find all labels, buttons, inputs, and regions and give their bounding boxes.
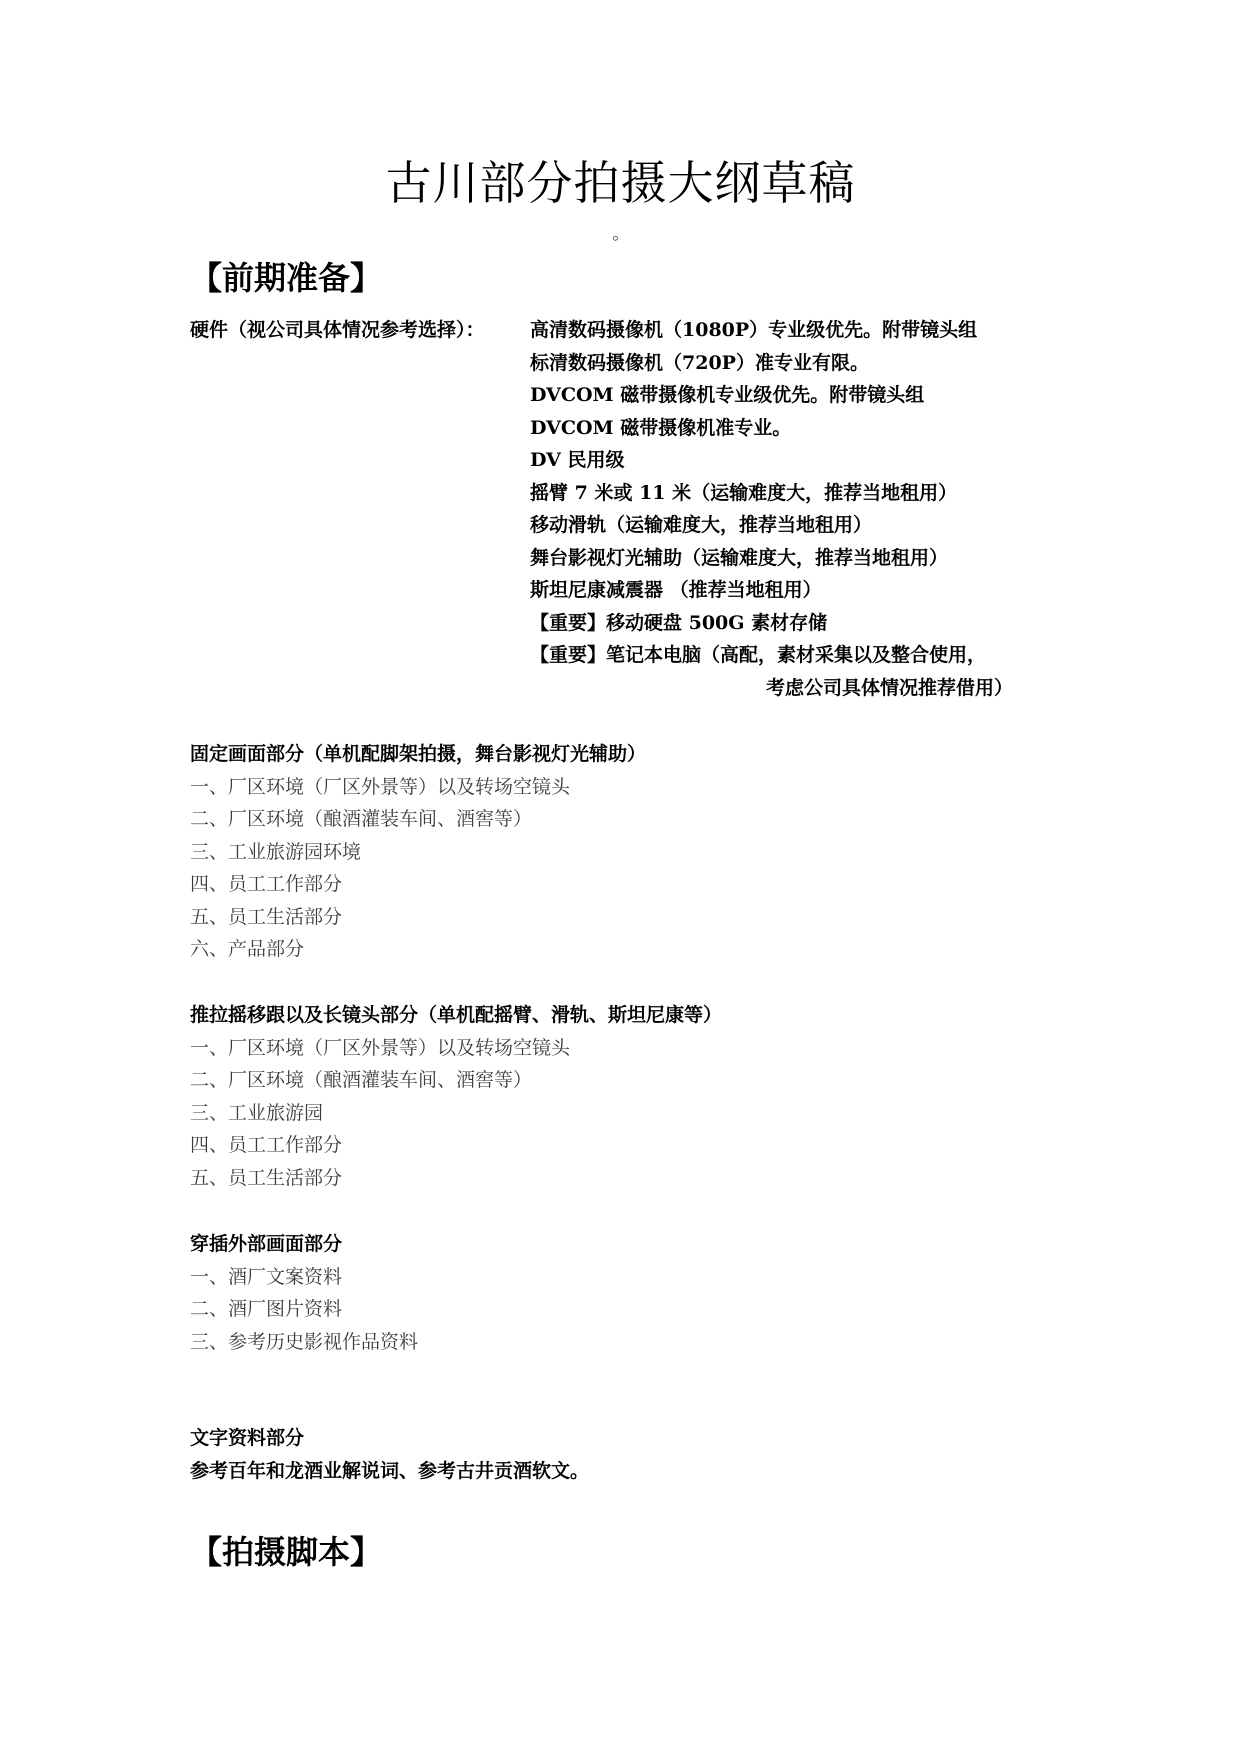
hardware-item: 斯坦尼康减震器 （推荐当地租用） <box>530 579 822 601</box>
section-heading-script: 【拍摄脚本】 <box>190 1533 383 1571</box>
moving-shots-heading: 推拉摇移跟以及长镜头部分（单机配摇臂、滑轨、斯坦尼康等） <box>190 1004 723 1026</box>
hardware-item: 摇臂 7 米或 11 米（运输难度大，推荐当地租用） <box>530 481 958 504</box>
list-item: 二、酒厂图片资料 <box>190 1298 343 1320</box>
list-item: 二、厂区环境（酿酒灌装车间、酒窖等） <box>190 1069 533 1091</box>
list-item: 一、厂区环境（厂区外景等）以及转场空镜头 <box>190 775 571 798</box>
text-materials-section <box>190 1426 589 1483</box>
hardware-list <box>530 318 986 676</box>
fixed-shots-heading: 固定画面部分（单机配脚架拍摄，舞台影视灯光辅助） <box>190 743 647 765</box>
section-heading-preparation: 【前期准备】 <box>190 259 383 297</box>
hardware-label: 硬件（视公司具体情况参考选择）： <box>190 319 485 341</box>
external-footage-list <box>190 1265 418 1363</box>
fixed-shots-list <box>190 775 646 970</box>
hardware-item: 高清数码摄像机（1080P）专业级优先。附带镜头组 <box>530 319 978 341</box>
hardware-item: 标清数码摄像机（720P）准专业有限。 <box>530 351 869 374</box>
hardware-item: 【重要】笔记本电脑（高配，素材采集以及整合使用， <box>530 644 987 666</box>
document-title: 古川部分拍摄大纲草稿 <box>385 156 856 210</box>
external-footage-heading: 穿插外部画面部分 <box>190 1233 343 1255</box>
list-item: 六、产品部分 <box>190 938 305 960</box>
text-materials-body: 参考百年和龙酒业解说词、参考古井贡酒软文。 <box>190 1459 590 1482</box>
hardware-item-continuation: 考虑公司具体情况推荐借用） <box>766 677 1014 699</box>
list-item: 五、员工生活部分 <box>190 1166 343 1189</box>
hardware-item: 移动滑轨（运输难度大，推荐当地租用） <box>530 514 873 536</box>
title-mark: 。 <box>612 224 629 243</box>
list-item: 三、工业旅游园 <box>190 1101 324 1124</box>
hardware-item: DVCOM 磁带摄像机专业级优先。附带镜头组 <box>530 384 925 406</box>
moving-shots-section <box>190 1003 722 1198</box>
text-materials-heading: 文字资料部分 <box>190 1427 305 1449</box>
external-footage-section <box>190 1232 418 1362</box>
moving-shots-list <box>190 1036 722 1199</box>
list-item: 四、员工工作部分 <box>190 873 343 895</box>
list-item: 一、酒厂文案资料 <box>190 1265 343 1288</box>
hardware-item: DVCOM 磁带摄像机准专业。 <box>530 416 792 439</box>
list-item: 三、工业旅游园环境 <box>190 840 362 863</box>
fixed-shots-section <box>190 742 646 970</box>
list-item: 五、员工生活部分 <box>190 905 343 928</box>
hardware-item: 舞台影视灯光辅助（运输难度大，推荐当地租用） <box>530 546 949 569</box>
list-item: 四、员工工作部分 <box>190 1134 343 1156</box>
hardware-item: DV 民用级 <box>530 449 625 471</box>
hardware-item: 【重要】移动硬盘 500G 素材存储 <box>530 611 828 634</box>
list-item: 二、厂区环境（酿酒灌装车间、酒窖等） <box>190 808 533 830</box>
list-item: 一、厂区环境（厂区外景等）以及转场空镜头 <box>190 1036 571 1059</box>
list-item: 三、参考历史影视作品资料 <box>190 1330 419 1353</box>
